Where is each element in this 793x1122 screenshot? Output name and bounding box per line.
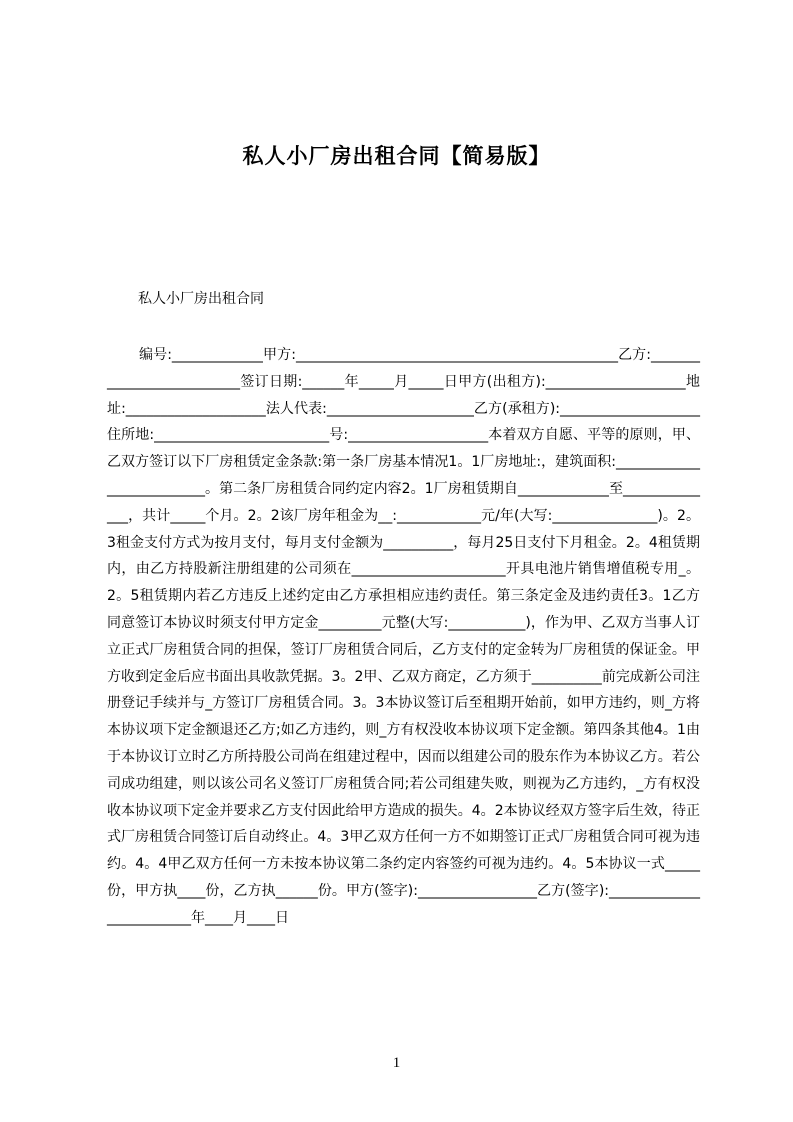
document-title: 私人小厂房出租合同【简易版】 bbox=[242, 144, 551, 168]
contract-body: 编号:_____________甲方:______________________________________________乙方:__________________________签订日期:______年_____月_____日甲方(出租方):____________________地址:____________________法人代表:_____________________乙方(承租方):____________________住所地:_________________________号:____________________本着双方自愿、平等的原则，甲、乙双方签订以下厂房租赁定金条款:第一条厂房基本情况1。1厂房地址:，建筑面积:__________________________。第二条厂房租赁合同约定内容2。1厂房租赁期自_____________至______________，共计_____个月。2。2该厂房年租金为__:____________元/年(大写:_______________)。2。3租金支付方式为按月支付，每月支付金额为__________，每月25日支付下月租金。2。4租赁期内，由乙方持股新注册组建的公司须在______________________开具电池片销售增值税专用_。2。5租赁期内若乙方违反上述约定由乙方承担相应违约责任。第三条定金及违约责任3。1乙方同意签订本协议时须支付甲方定金_________元整(大写:___________)，作为甲、乙双方当事人订立正式厂房租赁合同的担保，签订厂房租赁合同后，乙方支付的定金转为厂房租赁的保证金。甲方收到定金后应书面出具收款凭据。3。2甲、乙双方商定，乙方须于__________前完成新公司注册登记手续并与_方签订厂房租赁合同。3。3本协议签订后至租期开始前，如甲方违约，则_方将本协议项下定金额退还乙方;如乙方违约，则_方有权没收本协议项下定金额。第四条其他4。1由于本协议订立时乙方所持股公司尚在组建过程中，因而以组建公司的股东作为本协议乙方。若公司成功组建，则以该公司名义签订厂房租赁合同;若公司组建失败，则视为乙方违约，_方有权没收本协议项下定金并要求乙方支付因此给甲方造成的损失。4。2本协议经双方签字后生效，待正式厂房租赁合同签订后自动终止。4。3甲乙双方任何一方不如期签订正式厂房租赁合同可视为违约。4。4甲乙双方任何一方未按本协议第二条约定内容签约可视为违约。4。5本协议一式_____份，甲方执____份，乙方执______份。甲方(签字):_________________乙方(签字):_________________________年____月____日 bbox=[107, 347, 700, 926]
document-subtitle: 私人小厂房出租合同 bbox=[138, 291, 264, 307]
page-number: 1 bbox=[392, 1055, 401, 1071]
